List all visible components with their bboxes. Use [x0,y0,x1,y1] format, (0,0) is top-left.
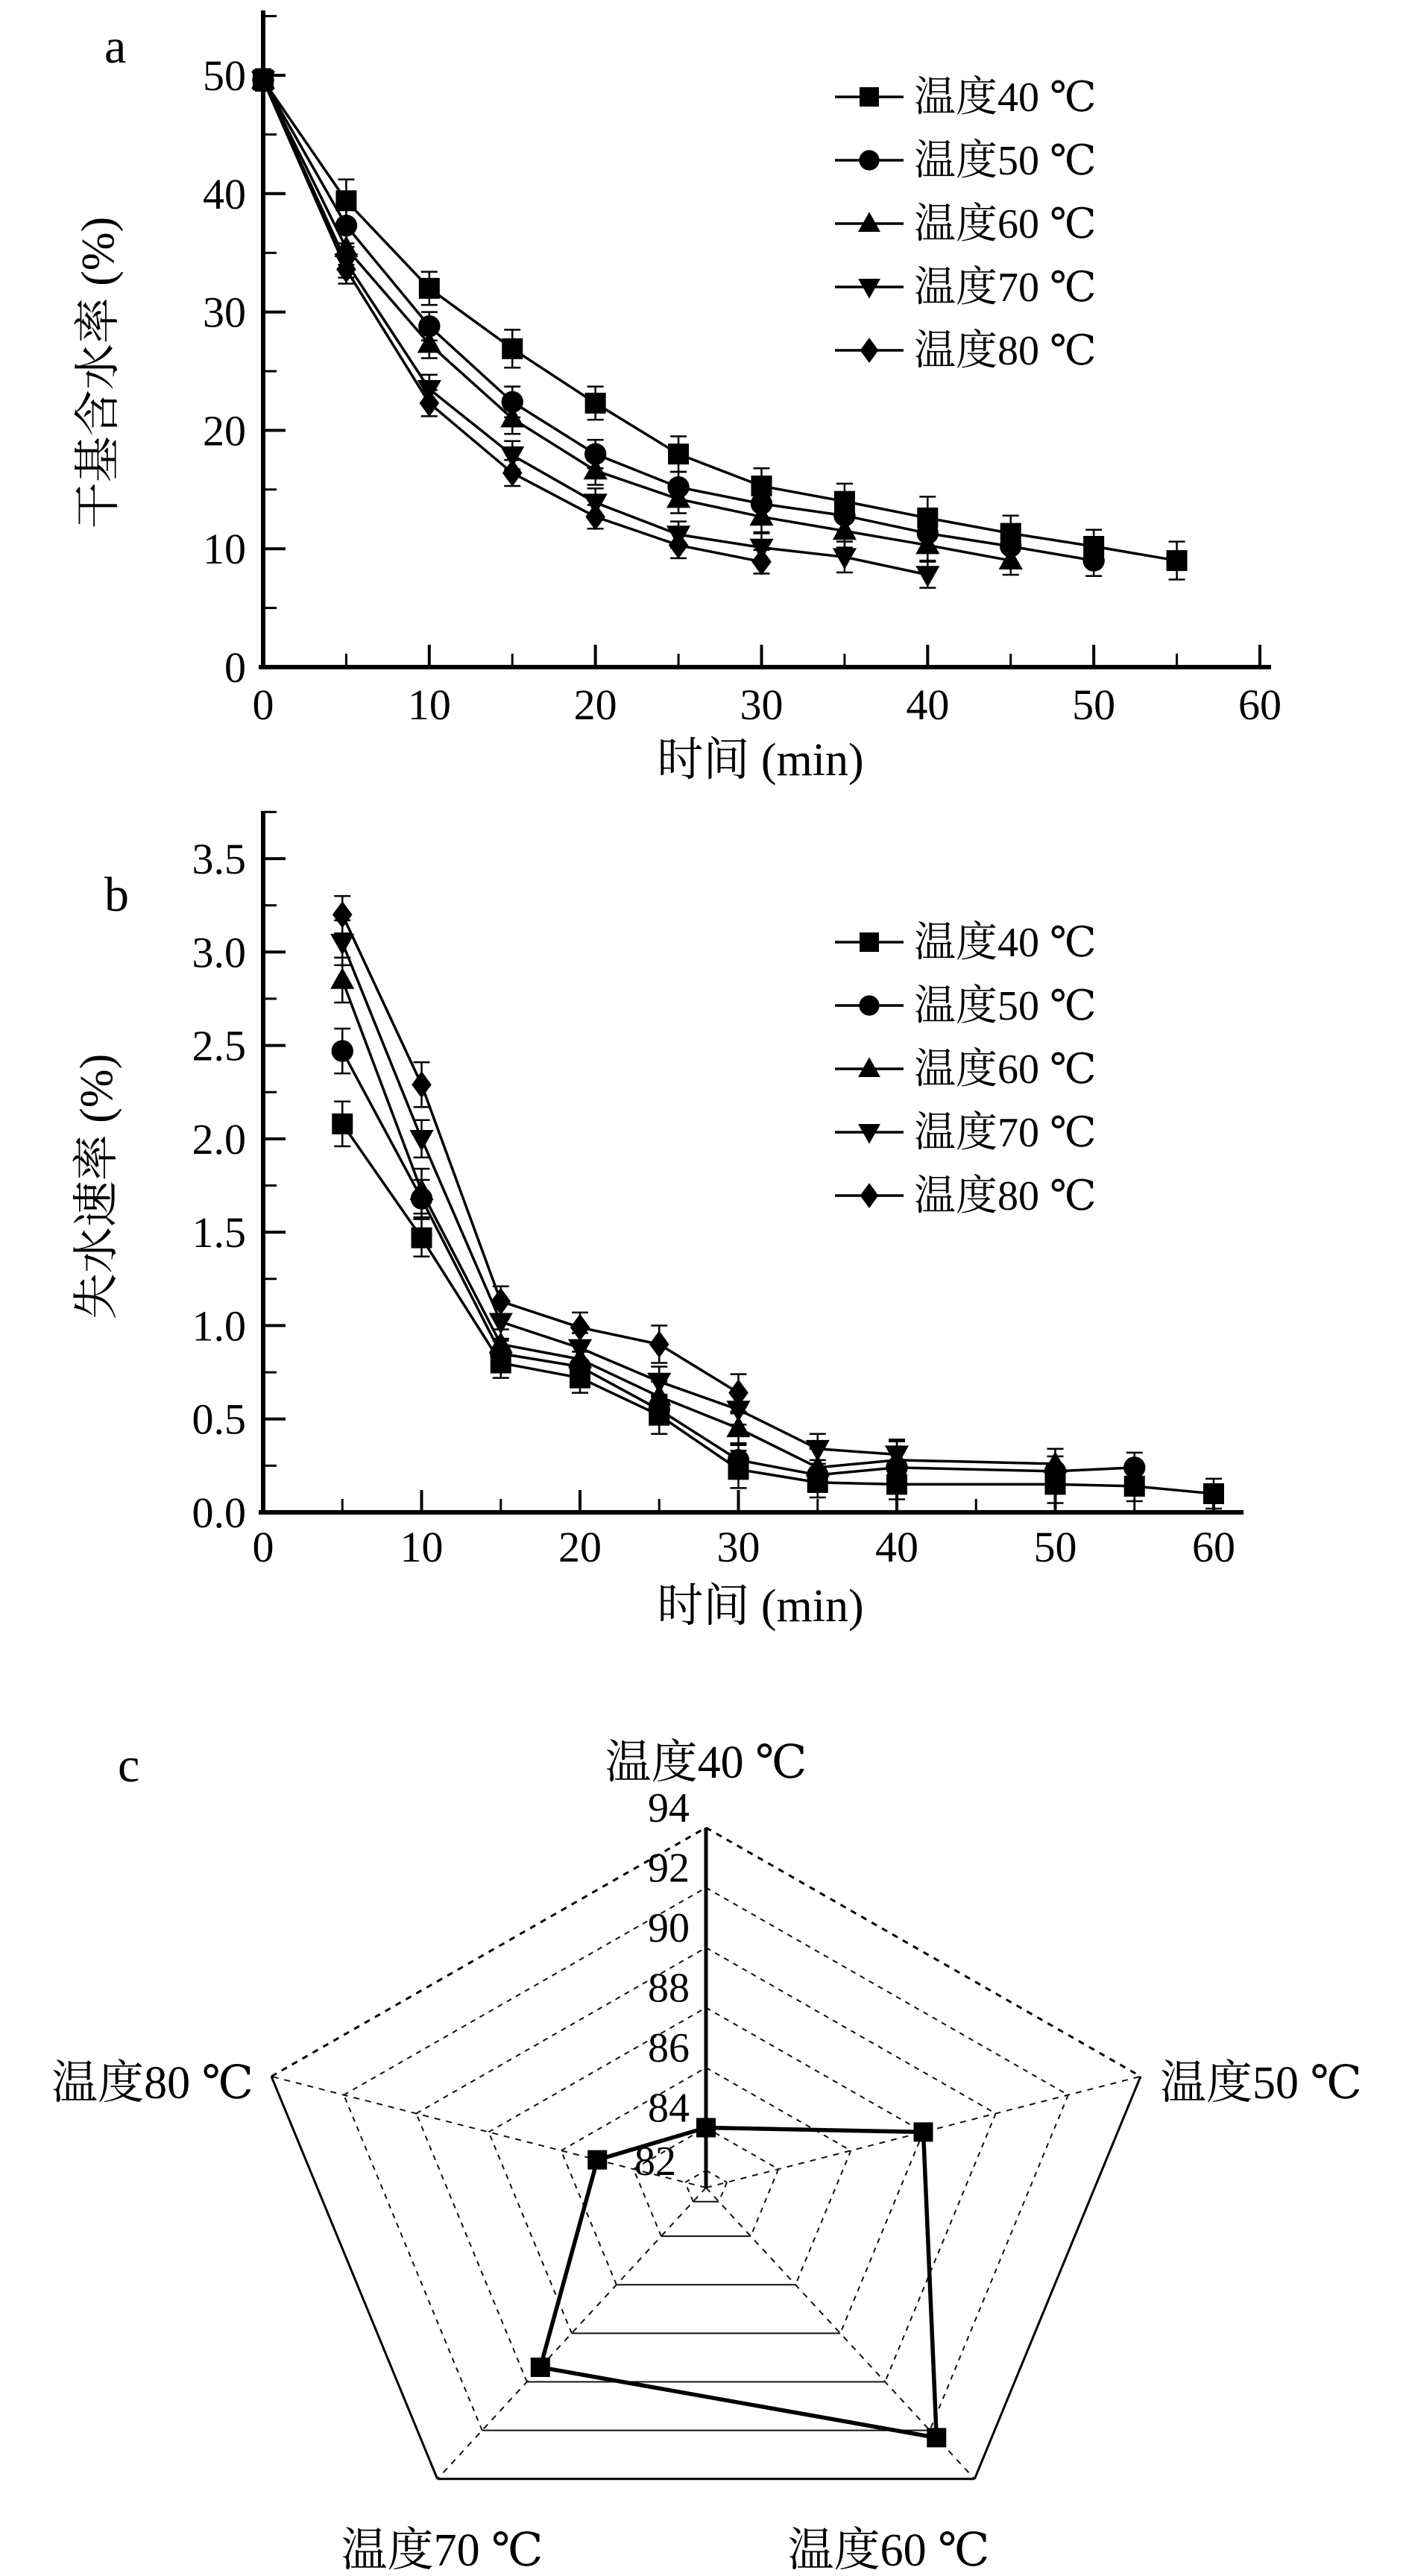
radar-outer-edge [271,2077,438,2479]
legend-label: 温度40 ℃ [914,75,1097,121]
radar-ring-label: 84 [648,2085,690,2132]
legend-marker-triangle-up [858,212,880,232]
radar-data-point [696,2118,716,2138]
data-point-circle [1123,1456,1145,1478]
data-point-circle [1082,549,1104,571]
legend-marker-triangle-down [858,279,880,299]
x-tick-label: 20 [558,1523,602,1571]
radar-ring-label: 92 [648,1845,690,1892]
x-tick-label: 40 [906,681,950,729]
data-point-diamond [570,1314,590,1341]
radar-ring-edge [885,2113,995,2381]
legend-marker-square [860,932,879,952]
legend-a [835,75,1097,374]
data-point-square [1167,550,1188,571]
panel-letter-a: a [104,19,127,74]
radar-data-point [927,2428,946,2447]
legend-label: 温度40 ℃ [914,920,1097,966]
legend-marker-triangle-up [858,1057,880,1077]
data-point-square [419,278,440,299]
radar-ring-edge [706,1888,1068,2095]
x-tick-label: 10 [400,1523,444,1571]
data-point-square [412,1228,432,1248]
data-point-diamond [649,1330,669,1357]
y-tick-label: 50 [203,51,246,100]
radar-ring-label: 94 [648,1785,690,1831]
radar-category-label: 温度70 ℃ [341,2525,543,2576]
y-tick-label: 0.0 [192,1489,246,1537]
x-tick-label: 30 [740,681,784,729]
data-point-triangle-up [500,406,524,428]
radar-ring-label: 82 [634,2138,676,2185]
series-line-triangle-up [263,80,1011,561]
data-point-square [668,443,689,464]
radar-ring-label: 88 [648,1965,690,2012]
y-tick-label: 2.5 [192,1021,246,1070]
radar-ring-edge [706,2171,727,2182]
data-point-triangle-down [915,566,939,587]
legend-marker-diamond [860,1183,879,1208]
y-tick-label: 3.5 [192,835,246,884]
y-tick-label: 20 [203,406,246,455]
x-axis-title: 时间 (min) [657,1581,864,1632]
radar-category-label: 温度40 ℃ [605,1737,807,1788]
data-point-triangle-up [330,967,354,989]
radar-data-point [587,2150,607,2170]
radar-ring-edge [719,2182,727,2202]
panel-letter-b: b [104,868,129,922]
legend-marker-diamond [860,338,879,363]
data-point-square [502,338,523,359]
y-tick-label: 2.0 [192,1114,246,1164]
x-tick-label: 0 [252,681,274,729]
data-point-circle [332,1040,353,1061]
y-axis-title: 失水速率 (%) [72,1053,122,1320]
chart-b-water-loss-rate-line-plot [0,805,1409,1692]
x-tick-label: 50 [1072,681,1116,729]
chart-c-sensory-score-radar-plot [0,1692,1409,2576]
legend-marker-circle [859,995,879,1015]
legend-label: 温度50 ℃ [914,983,1097,1029]
radar-data-polygon [540,2128,936,2438]
series-line-diamond [342,915,738,1392]
radar-outer-edge [271,1828,706,2077]
x-tick-label: 0 [252,1523,274,1571]
radar-ring-edge [930,2095,1068,2431]
data-point-triangle-down [409,1130,433,1152]
legend-marker-circle [859,150,879,170]
y-tick-label: 0.5 [192,1395,246,1444]
radar-plot-area [51,1737,1362,2576]
y-tick-label: 30 [203,288,246,337]
radar-ring-edge [751,2169,778,2236]
y-tick-label: 1.0 [192,1301,246,1351]
data-point-diamond [585,503,605,530]
data-point-circle [728,1449,749,1471]
radar-ring-edge [706,1948,996,2113]
radar-ring-edge [344,2095,482,2431]
radar-category-label: 温度50 ℃ [1160,2058,1362,2109]
radar-outer-edge [706,1828,1141,2077]
x-axis-title: 时间 (min) [657,735,864,786]
y-tick-label: 40 [203,169,246,218]
data-point-diamond [502,459,523,486]
chart-a-dry-basis-moisture-line-plot [0,0,1409,805]
radar-ring-edge [706,2008,923,2133]
radar-ring-edge [840,2132,923,2333]
radar-ring-edge [416,2113,526,2381]
legend-marker-square [860,87,879,107]
legend-label: 温度50 ℃ [914,138,1097,184]
radar-ring-edge [685,2182,693,2202]
legend-b [835,920,1097,1219]
radar-ring-label: 90 [648,1905,690,1951]
data-point-diamond [332,901,353,928]
data-point-diamond [412,1071,432,1098]
radar-data-point [913,2122,933,2141]
data-point-diamond [491,1288,511,1315]
x-tick-label: 20 [573,681,617,729]
y-tick-label: 1.5 [192,1208,246,1257]
data-point-triangle-up [1043,1451,1067,1473]
x-tick-label: 60 [1192,1523,1235,1571]
y-axis-title: 干基含水率 (%) [73,216,124,529]
legend-label: 温度60 ℃ [914,201,1097,247]
panel-letter-c: c [118,1738,140,1793]
y-tick-label: 10 [203,525,246,574]
data-point-diamond [751,548,772,575]
legend-label: 温度60 ℃ [914,1046,1097,1093]
radar-category-label: 温度60 ℃ [787,2525,990,2576]
legend-label: 温度70 ℃ [914,1110,1097,1156]
data-point-triangle-down [330,934,354,956]
x-tick-label: 40 [875,1523,918,1571]
data-point-square [332,1114,353,1134]
radar-ring-edge [706,2128,778,2170]
radar-ring-edge [706,2068,851,2150]
x-tick-label: 60 [1238,681,1282,729]
y-tick-label: 0 [224,643,246,692]
x-tick-label: 50 [1033,1523,1077,1571]
legend-label: 温度80 ℃ [914,328,1097,374]
x-tick-label: 10 [407,681,451,729]
data-point-square [585,393,606,414]
radar-ring-edge [685,2171,706,2182]
legend-marker-triangle-down [858,1124,880,1144]
legend-label: 温度80 ℃ [914,1173,1097,1219]
plot-area-a [73,10,1282,786]
data-point-triangle-up [584,458,608,480]
radar-ring-edge [795,2150,851,2285]
legend-label: 温度70 ℃ [914,265,1097,311]
x-tick-label: 30 [716,1523,760,1571]
radar-category-label: 温度80 ℃ [51,2058,253,2109]
radar-outer-edge [974,2077,1141,2479]
y-tick-label: 3.0 [192,928,246,977]
radar-data-point [531,2358,550,2377]
data-point-square [1203,1483,1224,1504]
radar-ring-label: 86 [648,2025,690,2071]
